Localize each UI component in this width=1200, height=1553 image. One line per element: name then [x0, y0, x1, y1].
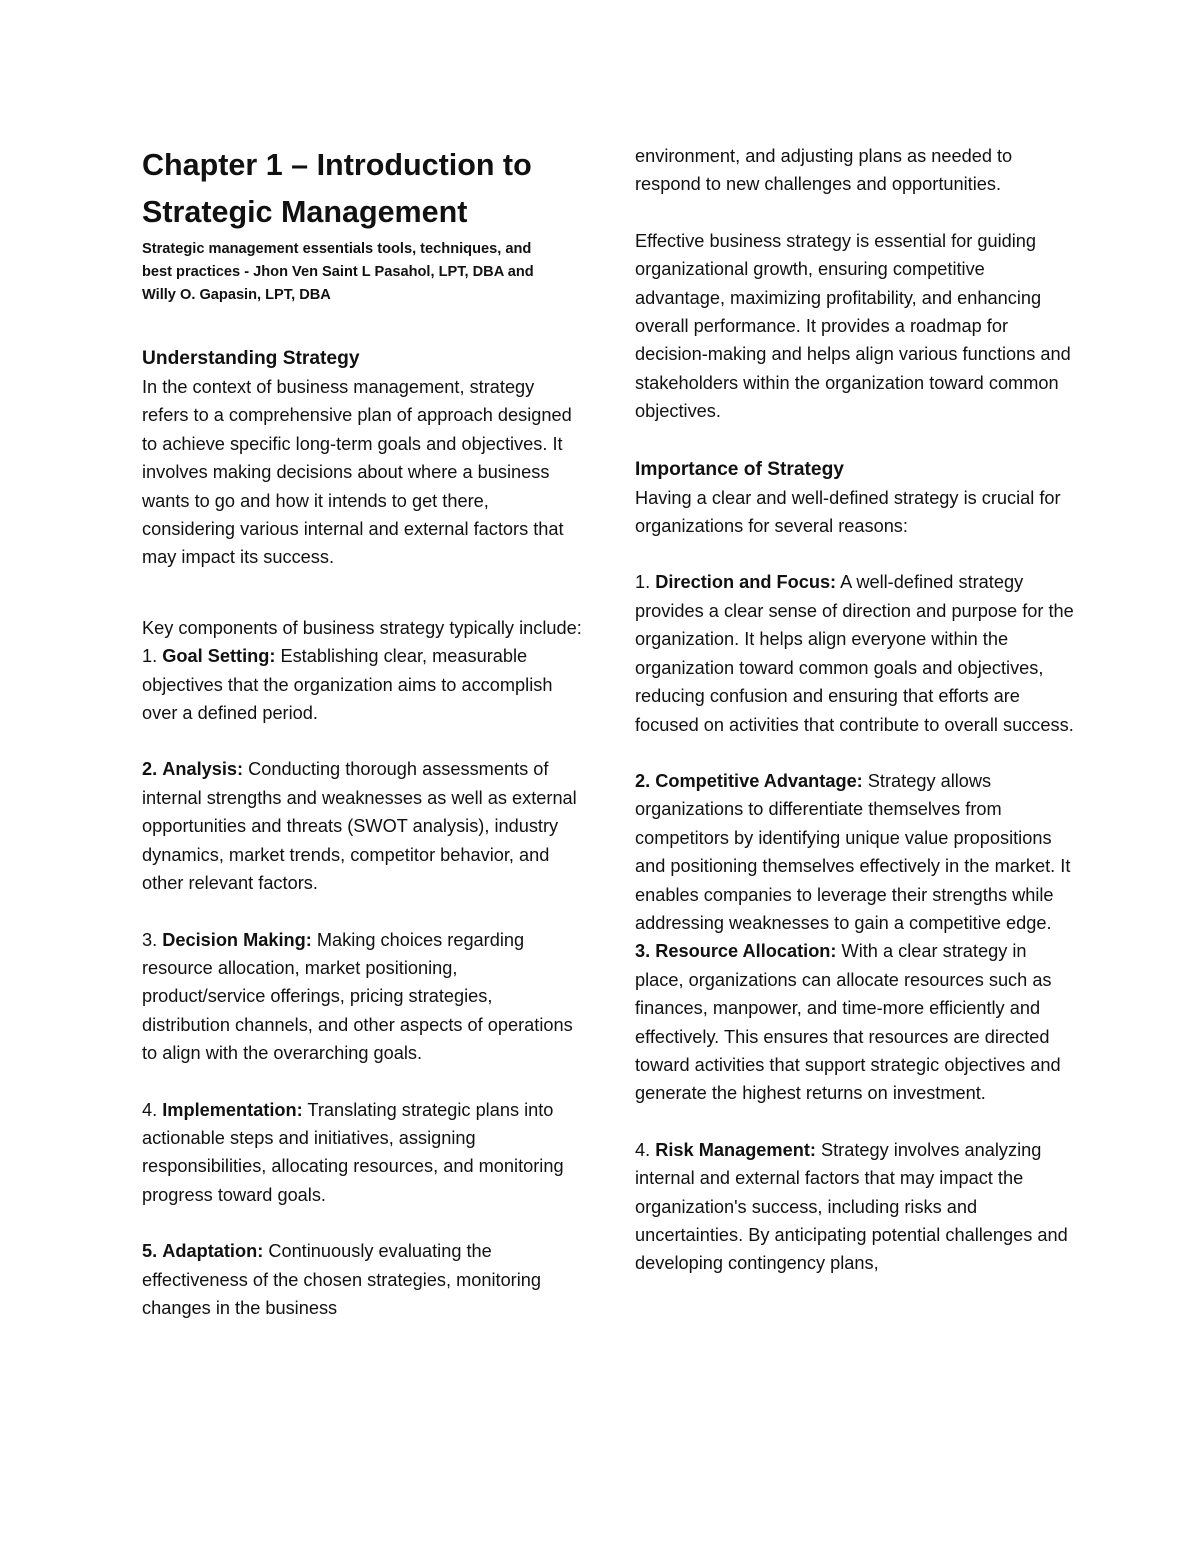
reason-item: [635, 568, 1075, 738]
item-term: Risk Management:: [655, 1139, 816, 1160]
item-number: 2.: [635, 770, 651, 791]
item-term: Adaptation:: [162, 1241, 264, 1262]
item-term: Goal Setting:: [162, 646, 276, 667]
item-term: Decision Making:: [162, 929, 312, 950]
importance-intro: Having a clear and well-defined strategy is crucial for organizations for several reasons:: [635, 487, 1061, 537]
item-text: With a clear strategy in place, organizations can allocate resources such as finances, manpower, and time-more efficiently and effectively. This ensures that resources are directed toward activities that support strategic objectives and generate the highest returns on investment.: [635, 941, 1061, 1104]
item-text: Conducting thorough assessments of internal strengths and weaknesses as well as external opportunities and threats (SWOT analysis), industry dynamics, market trends, competitor behavior, and other relevant factors.: [142, 759, 577, 894]
item-term: Competitive Advantage:: [655, 770, 863, 791]
chapter-subtitle: Strategic management essentials tools, techniques, and best practices - Jhon Ven Saint L Pasahol, LPT, DBA and Willy O. Gapasin, LPT, DBA: [142, 241, 534, 303]
item-term: Resource Allocation:: [655, 941, 837, 962]
item-number: 4.: [142, 1099, 158, 1120]
item-number: 5.: [142, 1241, 158, 1262]
item-number: 4.: [635, 1139, 651, 1160]
component-item: [142, 1237, 582, 1322]
reason-item: [635, 767, 1075, 937]
item-text: Making choices regarding resource allocation, market positioning, product/service offerings, pricing strategies, distribution channels, and other aspects of operations to align with the overarching goals.: [142, 929, 573, 1064]
left-column: [142, 142, 582, 1322]
item-text: Strategy allows organizations to differentiate themselves from competitors by identifying unique value propositions and positioning themselves effectively in the market. It enables companies to leverage their strengths while addressing weaknesses to gain a competitive edge.: [635, 770, 1071, 933]
item-text: Establishing clear, measurable objectives that the organization aims to accomplish over a defined period.: [142, 646, 553, 724]
right-column: [635, 142, 1075, 1278]
component-item: [142, 642, 582, 727]
item-text: Translating strategic plans into actionable steps and initiatives, assigning responsibilities, allocating resources, and monitoring progress toward goals.: [142, 1099, 564, 1205]
understanding-strategy-heading: Understanding Strategy: [142, 348, 360, 369]
item-term: Implementation:: [162, 1099, 303, 1120]
item-number: 2.: [142, 759, 158, 780]
item-term: Direction and Focus:: [655, 572, 837, 593]
reason-item: [635, 937, 1075, 1107]
item-number: 3.: [635, 941, 651, 962]
understanding-strategy-paragraph: In the context of business management, strategy refers to a comprehensive plan of approach designed to achieve specific long-term goals and objectives. It involves making decisions about where a business wants to go and how it intends to get there, considering various internal and external factors that may impact its success.: [142, 377, 572, 568]
item-number: 3.: [142, 929, 158, 950]
reason-item: [635, 1136, 1075, 1278]
chapter-title: Chapter 1 – Introduction to Strategic Management: [142, 148, 532, 229]
item-number: 1.: [635, 572, 651, 593]
item-term: Analysis:: [162, 759, 244, 780]
importance-of-strategy-heading: Importance of Strategy: [635, 458, 844, 480]
key-components-intro: Key components of business strategy typically include:: [142, 617, 582, 638]
item-text: A well-defined strategy provides a clear sense of direction and purpose for the organization. It helps align everyone within the organization toward common goals and objectives, reducing confusion and ensuring that efforts are focused on activities that contribute to overall success.: [635, 572, 1074, 735]
adaptation-continuation: environment, and adjusting plans as needed to respond to new challenges and opportunities.: [635, 146, 1013, 195]
item-text: Strategy involves analyzing internal and external factors that may impact the organization's success, including risks and uncertainties. By anticipating potential challenges and developing contingency plans,: [635, 1139, 1068, 1274]
component-item: [142, 1096, 582, 1210]
effective-strategy-paragraph: Effective business strategy is essential for guiding organizational growth, ensuring competitive advantage, maximizing profitability, and enhancing overall performance. It provides a roadmap for decision-making and helps align various functions and stakeholders within the organization toward common objectives.: [635, 230, 1071, 422]
item-number: 1.: [142, 646, 158, 667]
item-text: Continuously evaluating the effectiveness of the chosen strategies, monitoring changes in the business: [142, 1241, 542, 1318]
component-item: [142, 755, 582, 897]
component-item: [142, 926, 582, 1068]
